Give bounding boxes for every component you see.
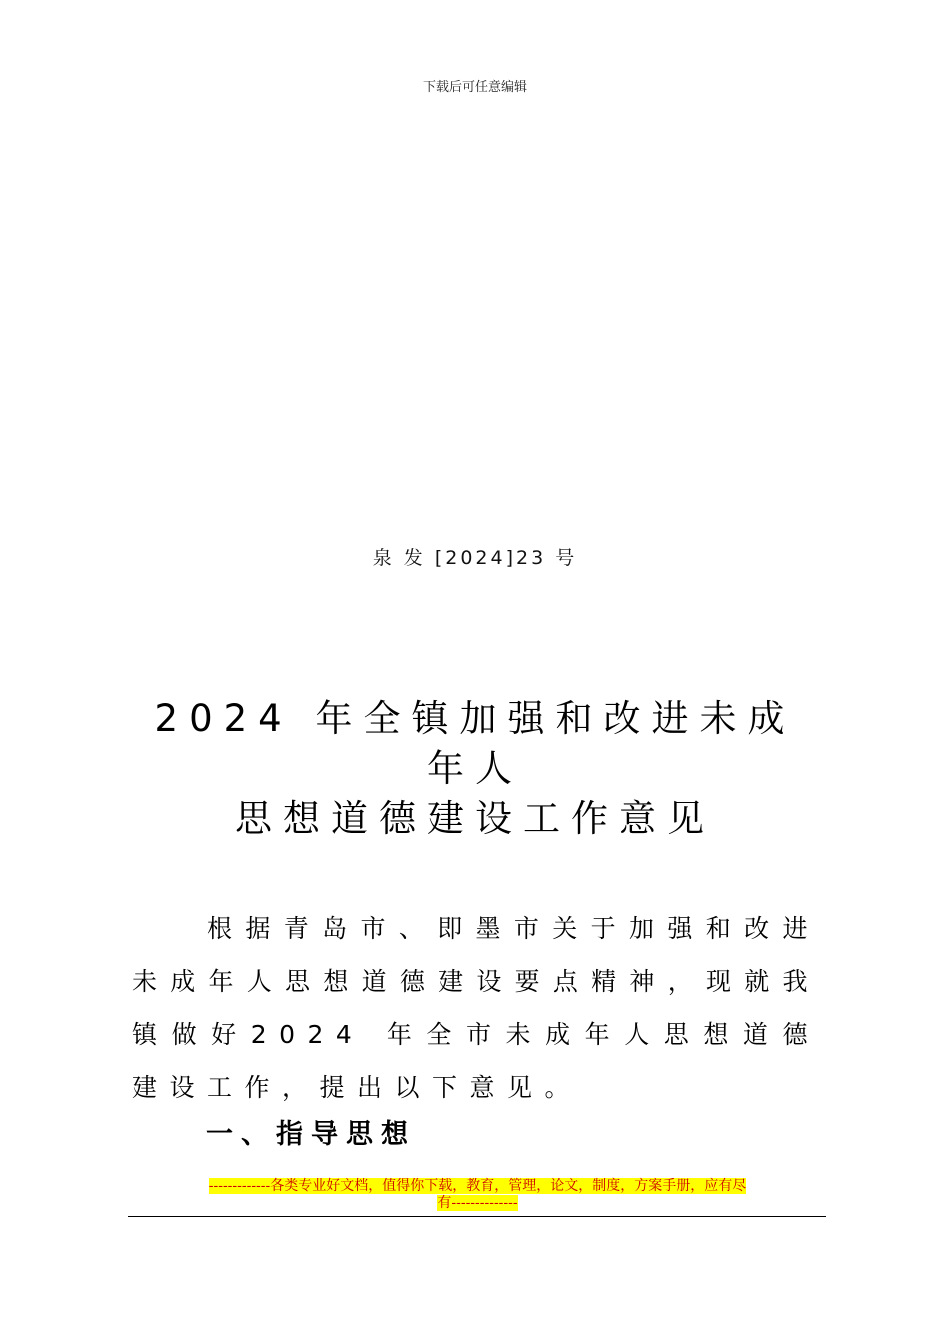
- title-line-1: 2024 年全镇加强和改进未成: [154, 697, 796, 740]
- document-number: 泉 发 [2024]23 号: [372, 547, 578, 569]
- footer-divider: [128, 1216, 826, 1217]
- section-heading-guiding-ideology: 一、指导思想: [206, 1119, 416, 1150]
- footer-banner: [150, 1178, 805, 1212]
- intro-paragraph: 根据青岛市、即墨市关于加强和改进未成年人思想道德建设要点精神，现就我镇做好2024 年全市未成年人思想道德建设工作，提出以下意见。: [132, 914, 820, 1102]
- document-title: [120, 694, 830, 844]
- footer-banner-line-1: -------------各类专业好文档，值得你下载，教育，管理，论文，制度，方案手册，应有尽: [208, 1178, 747, 1194]
- header-note: 下载后可任意编辑: [422, 80, 527, 95]
- title-line-3: 思想道德建设工作意见: [235, 797, 715, 840]
- footer-banner-line-2: 有--------------: [437, 1195, 518, 1211]
- title-line-2: 年人: [427, 747, 523, 790]
